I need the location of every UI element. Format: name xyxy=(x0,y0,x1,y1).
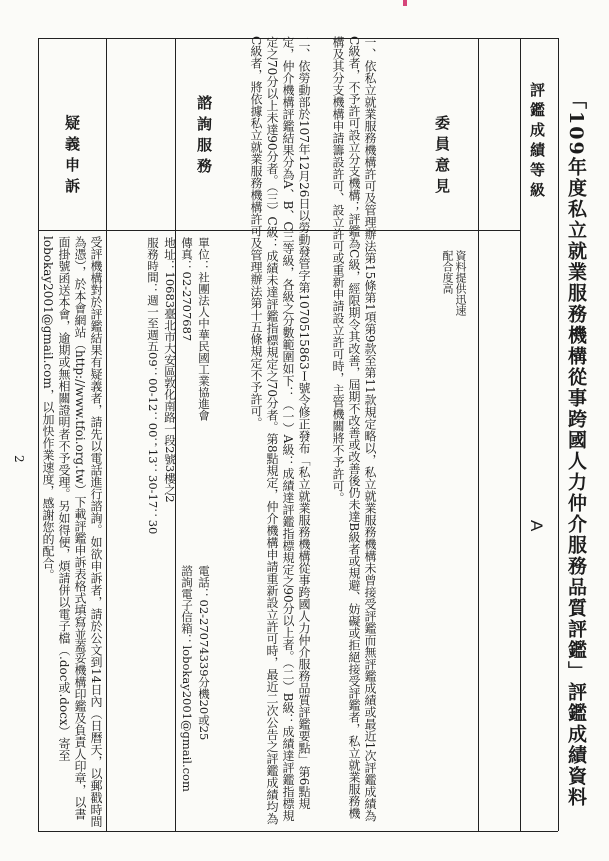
page-number: 2 xyxy=(12,455,26,463)
rating-label: 評鑑成績等級 xyxy=(528,82,546,202)
opinion-paragraph-2: 二、依勞動部於107年12月26日以勞動發管字第1070515863Ｉ號令修正發布「私立就業服務機構從事跨國人力仲介服務品質評鑑要點」第6點規定，仲介機構評鑑結果分為A、B、C三等級，各級之分數範圍如下：（一）A級：成績達評鑑指標規定之90分以上者。（二）B級：成績達評鑑指標規定之70分以上未達90分者。（三）C級：成績未達評鑑指標規定之70分者。第8點規定，仲介機構申請重新設立許可時，最近二次公告之評鑑成績均為C級者，將依據私立就業服務機構許可及管理辦法第十五條規定不予許可。 xyxy=(249,36,311,825)
consult-hours: 服務時間：週一至週五09：00-12：00；13：30-17：30 xyxy=(146,237,160,535)
appeal-label: 疑義申訴 xyxy=(63,115,81,199)
consult-address: 地址：10683臺北市大安區敦化南路一段2號3樓之2 xyxy=(163,237,177,503)
rating-value: A xyxy=(527,520,546,532)
consult-line-1: 單位：社團法人中華民國工業協進會 xyxy=(197,237,211,421)
consult-email: 諮詢電子信箱：lobokay2001@gmail.com xyxy=(180,565,194,792)
consult-label: 諮詢服務 xyxy=(195,95,213,179)
consult-phone: 電話：02-27074339分機20或25 xyxy=(197,565,211,741)
appeal-text: 受評機構對於評鑑結果有疑義者，請先以電話進行諮詢。如欲申訴者，請於公文到14日內（日曆天，以郵戳時間為憑），於本會網站（http://www.tfoi.org.tw）下載評鑑申訴表格式填寫並蓋妥機構印鑑及負責人印章，以書面掛號函送本會，逾期或無相關證明者不予受理。另如得便，煩請併以電子檔（.doc或.docx）寄至lobokay2001@gmail.com，以加快作業速度，感謝您的配合。 xyxy=(41,236,103,828)
committee-label: 委員意見 xyxy=(433,115,451,199)
page-title: 「109年度私立就業服務機構從事跨國人力仲介服務品質評鑑」評鑑成績資料 xyxy=(565,90,587,808)
consult-line-2: 傳真：02-2707687 xyxy=(180,237,194,342)
opinion-paragraph-1: 一、依私立就業服務機構許可及管理辦法第15條第1項第9款至第11款規定略以，私立就業服務機構未曾接受評鑑而無評鑑成績或最近1次評鑑成績為C級者，不予許可設立分支機構；評鑑為C級，經限期令其改善，屆期不改善或改善後仍未達B級者或規避、妨礙或拒絕接受評鑑者，私立就業服務機構及其分支機構申請籌設許可、設立許可或重新申請設立許可時，主管機關將不予許可。 xyxy=(331,36,377,822)
committee-note: 資料提供迅速 配合度高 xyxy=(441,250,467,316)
red-ink-mark xyxy=(403,0,407,6)
